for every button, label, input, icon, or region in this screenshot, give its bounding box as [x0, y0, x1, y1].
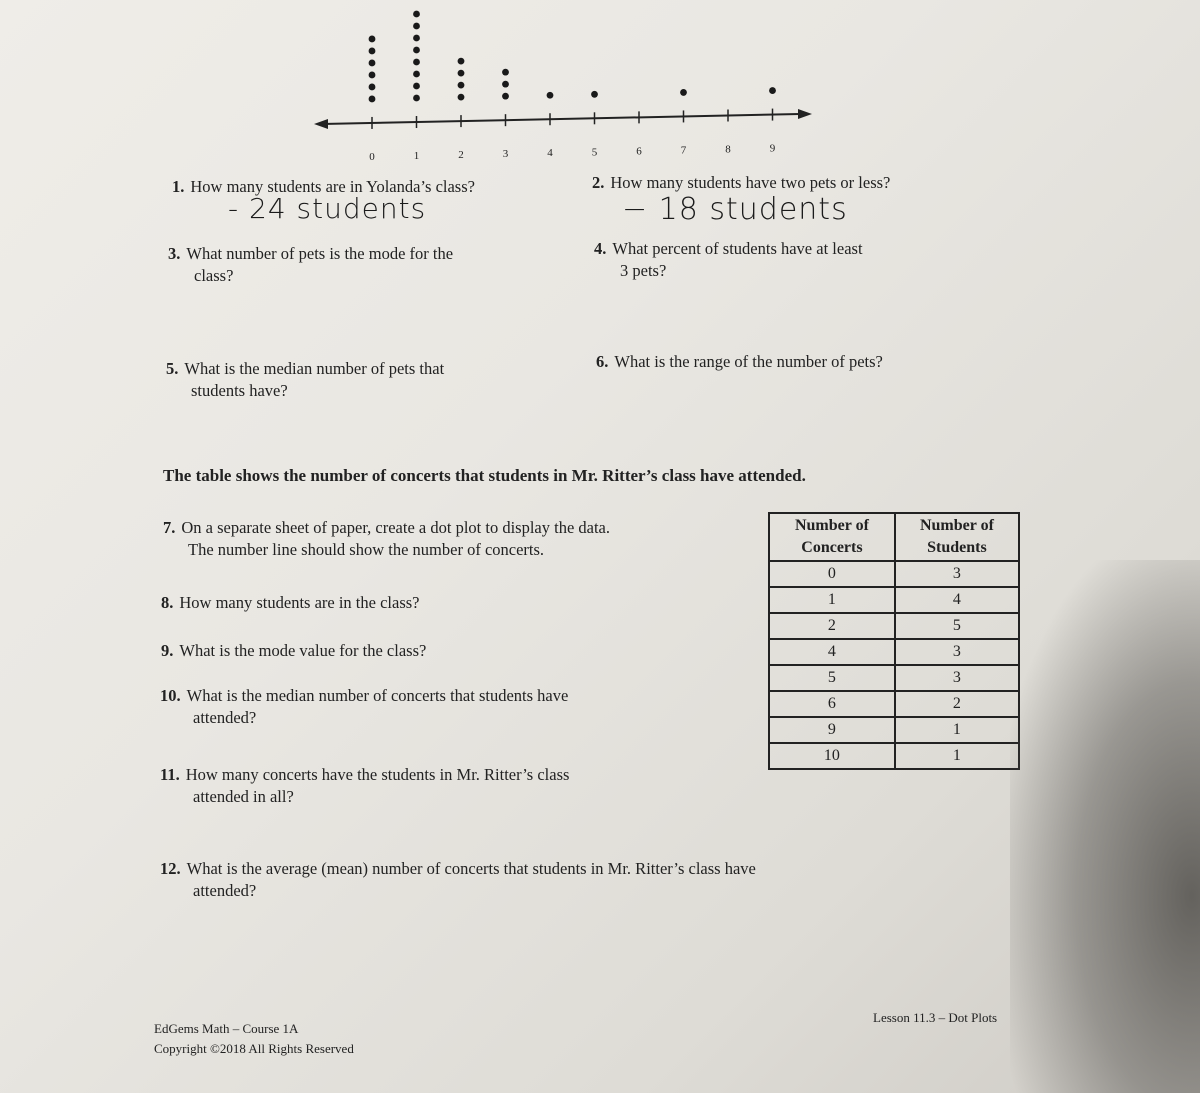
question-10: [160, 685, 568, 729]
table-row: [769, 639, 1019, 665]
footer-left: [154, 1019, 354, 1059]
question-4: [594, 238, 863, 282]
photo-shadow: [1010, 560, 1200, 1093]
concerts-cell: 5: [769, 665, 895, 691]
students-cell: 4: [895, 587, 1019, 613]
question-text: What is the median number of pets that: [184, 359, 445, 378]
concerts-cell: 6: [769, 691, 895, 717]
question-text-cont: students have?: [191, 381, 288, 400]
data-dot: [369, 36, 376, 43]
question-number: 12.: [160, 859, 181, 878]
table-row: [769, 561, 1019, 587]
tick-label: 2: [458, 149, 464, 162]
footer-lesson: Lesson 11.3 – Dot Plots: [873, 1010, 998, 1025]
question-text: What percent of students have at least: [612, 239, 863, 258]
concerts-cell: 4: [769, 639, 895, 665]
students-cell: 1: [895, 717, 1019, 743]
students-cell: 5: [895, 613, 1019, 639]
data-dot: [502, 69, 509, 76]
students-cell: 3: [895, 561, 1019, 587]
question-number: 4.: [594, 239, 607, 258]
handwritten-answer-2: − 18 students: [622, 192, 848, 227]
question-text: How many students are in Yolanda’s class?: [190, 177, 475, 196]
question-3: [168, 243, 453, 287]
question-number: 11.: [160, 765, 180, 784]
data-dot: [458, 82, 465, 89]
question-number: 9.: [161, 641, 174, 660]
students-cell: 3: [895, 639, 1019, 665]
question-text-cont: attended?: [193, 708, 257, 727]
question-text: How many concerts have the students in Mr. Ritter’s class: [185, 765, 570, 784]
question-number: 10.: [160, 686, 181, 705]
data-dot: [413, 11, 420, 18]
data-dot: [369, 60, 376, 67]
table-header-row: [769, 513, 1019, 561]
question-6: [596, 351, 883, 373]
dot-plot: [310, 0, 830, 170]
students-cell: 1: [895, 743, 1019, 769]
number-line-arrow-right: [798, 109, 812, 119]
tick-label: 5: [591, 146, 598, 159]
question-number: 5.: [166, 359, 179, 378]
data-dot: [369, 96, 376, 103]
question-11: [160, 764, 569, 808]
concerts-table: [768, 512, 1020, 770]
tick-label: 0: [369, 150, 375, 163]
question-number: 7.: [163, 518, 176, 537]
footer-course: EdGems Math – Course 1A: [154, 1021, 299, 1036]
data-dot: [369, 72, 376, 79]
data-dot: [413, 83, 420, 90]
students-cell: 2: [895, 691, 1019, 717]
tick-label: 1: [413, 150, 420, 163]
concerts-cell: 9: [769, 717, 895, 743]
question-number: 2.: [592, 173, 605, 192]
concerts-cell: 0: [769, 561, 895, 587]
data-dot: [413, 23, 420, 30]
question-2: [592, 172, 890, 194]
data-dot: [458, 58, 465, 65]
data-dot: [502, 81, 509, 88]
header-number-of-students: Number of Students: [895, 513, 1019, 561]
question-5: [166, 358, 444, 402]
question-text: What is the mode value for the class?: [179, 641, 427, 660]
question-text: What is the average (mean) number of concerts that students in Mr. Ritter’s class have: [186, 859, 756, 878]
question-text: How many students are in the class?: [179, 593, 420, 612]
question-9: [161, 640, 426, 662]
question-number: 3.: [168, 244, 181, 263]
question-number: 6.: [596, 352, 609, 371]
table-row: [769, 613, 1019, 639]
data-dot: [369, 48, 376, 55]
data-dot: [458, 94, 465, 101]
question-text-cont: attended?: [193, 881, 257, 900]
data-dot: [502, 93, 509, 100]
data-dot: [413, 59, 420, 66]
tick-label: 6: [636, 145, 642, 158]
data-dot: [413, 71, 420, 78]
students-cell: 3: [895, 665, 1019, 691]
question-text: What number of pets is the mode for the: [186, 244, 454, 263]
data-dot: [369, 84, 376, 91]
data-dot: [458, 70, 465, 77]
table-row: [769, 665, 1019, 691]
data-dot: [769, 87, 776, 94]
question-text: What is the median number of concerts that students have: [186, 686, 569, 705]
question-number: 1.: [172, 177, 185, 196]
table-row: [769, 717, 1019, 743]
table-row: [769, 743, 1019, 769]
concerts-cell: 10: [769, 743, 895, 769]
tick-label: 3: [502, 148, 509, 161]
table-row: [769, 691, 1019, 717]
question-12: [160, 858, 756, 902]
question-text-cont: class?: [194, 266, 234, 285]
table-intro-text: The table shows the number of concerts that students in Mr. Ritter’s class have attended.: [163, 466, 806, 485]
table-row: [769, 587, 1019, 613]
footer-copyright: Copyright ©2018 All Rights Reserved: [154, 1041, 354, 1056]
question-8: [161, 592, 419, 614]
question-number: 8.: [161, 593, 174, 612]
tick-label: 9: [769, 142, 776, 155]
number-line-arrow-left: [314, 119, 328, 129]
question-text: On a separate sheet of paper, create a dot plot to display the data.: [181, 518, 610, 537]
concerts-cell: 1: [769, 587, 895, 613]
question-text-cont: 3 pets?: [620, 261, 667, 280]
question-text: How many students have two pets or less?: [610, 173, 891, 192]
data-dot: [413, 95, 420, 102]
concerts-cell: 2: [769, 613, 895, 639]
data-dot: [680, 89, 687, 96]
question-text-cont: The number line should show the number of concerts.: [188, 540, 545, 559]
question-text: What is the range of the number of pets?: [614, 352, 883, 371]
data-dot: [413, 47, 420, 54]
question-text-cont: attended in all?: [193, 787, 294, 806]
question-7: [163, 517, 610, 561]
data-dot: [547, 92, 554, 99]
data-dot: [591, 91, 598, 98]
data-dot: [413, 35, 420, 42]
tick-label: 4: [547, 147, 553, 160]
tick-label: 8: [725, 143, 731, 156]
tick-label: 7: [680, 144, 687, 157]
handwritten-answer-1: - 24 students: [228, 192, 427, 225]
header-number-of-concerts: Number of Concerts: [769, 513, 895, 561]
